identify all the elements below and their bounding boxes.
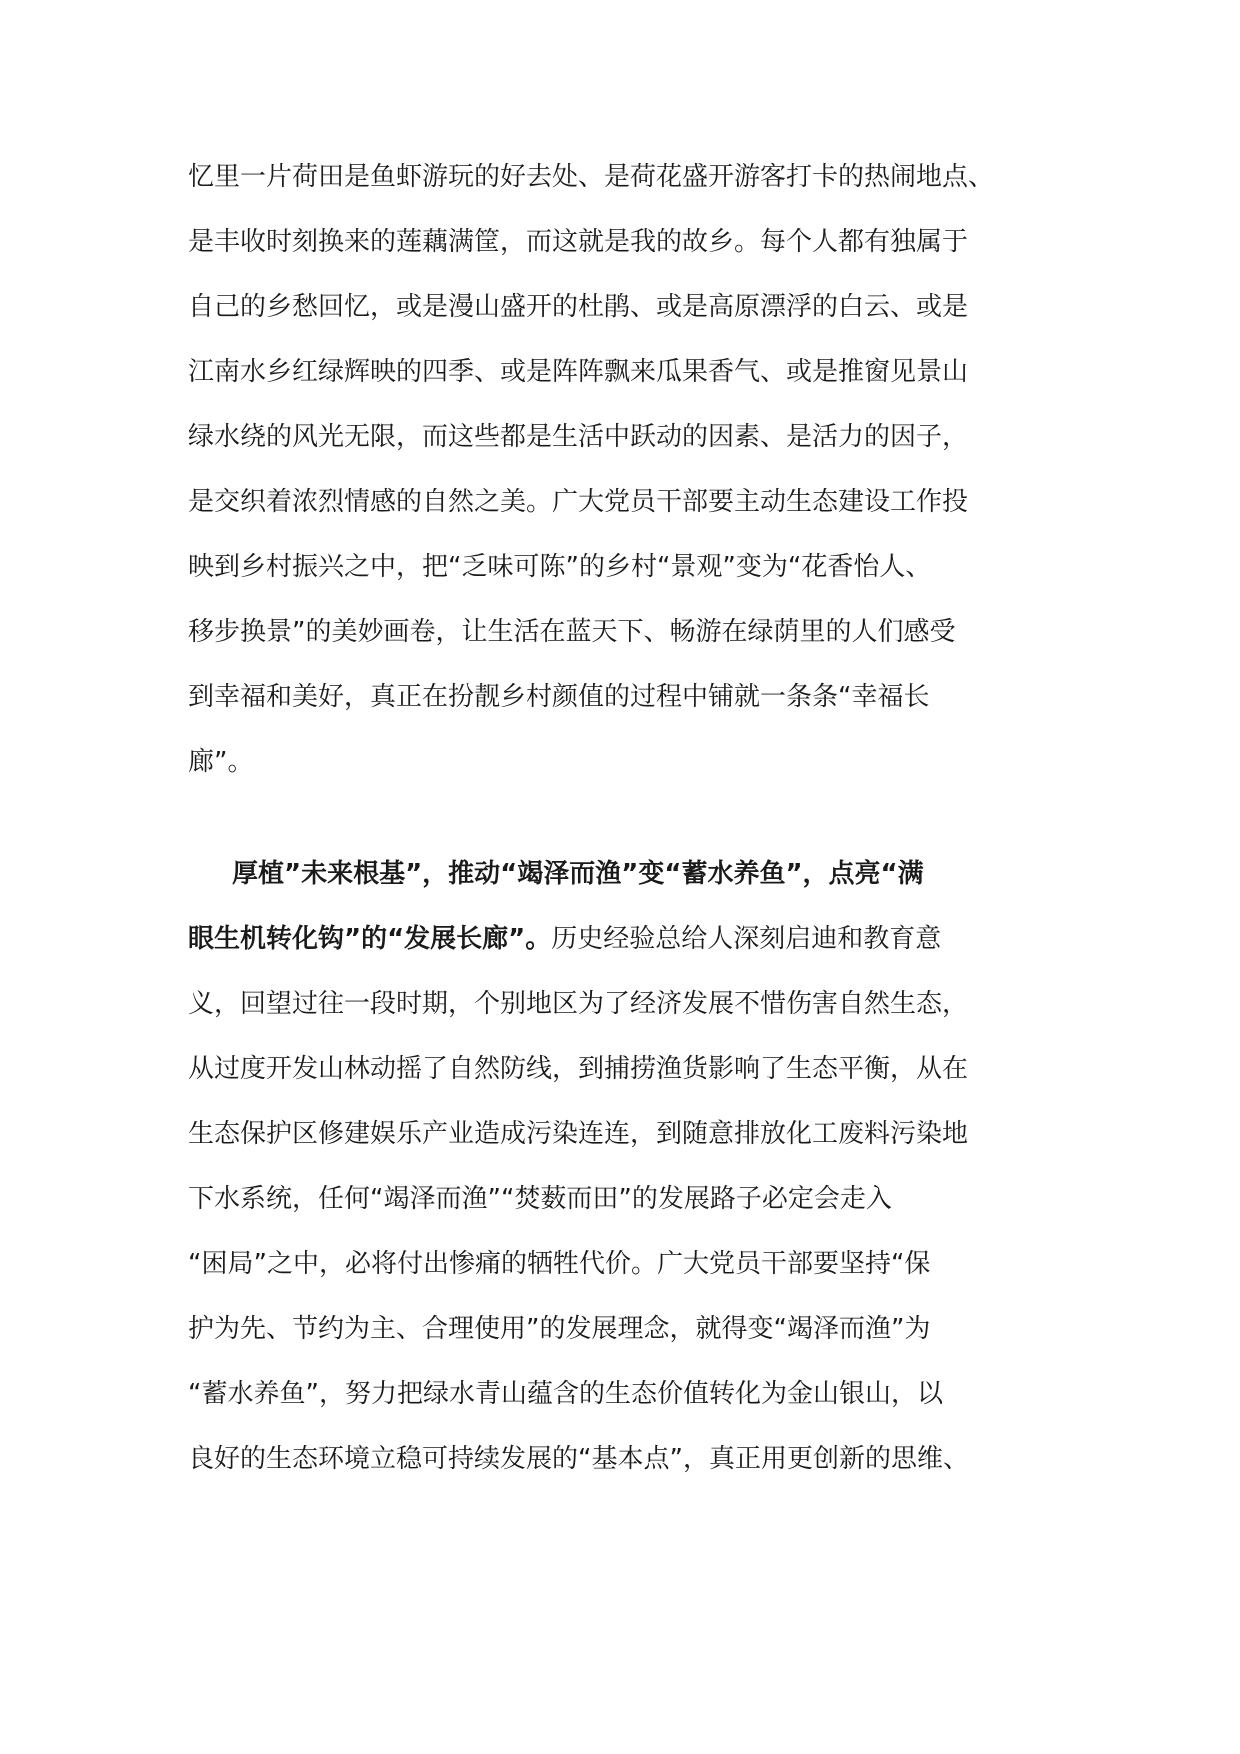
text-line: 移步换景”的美妙画卷，让生活在蓝天下、畅游在绿荫里的人们感受 [188, 617, 956, 647]
text-line [188, 907, 1068, 972]
text-line: 自己的乡愁回忆，或是漫山盛开的杜鹃、或是高原漂浮的白云、或是 [188, 292, 969, 322]
text-line: “蓄水养鱼”，努力把绿水青山蕴含的生态价值转化为金山银山，以 [188, 1379, 943, 1409]
text-line: 是丰收时刻换来的莲藕满筐，而这就是我的故乡。每个人都有独属于 [188, 227, 969, 257]
text-line: 护为先、节约为主、合理使用”的发展理念，就得变“竭泽而渔”为 [188, 1314, 931, 1344]
section-heading: 厚植”未来根基”，推动“竭泽而渔”变“蓄水养鱼”，点亮“满 [232, 859, 924, 889]
text-line: 忆里一片荷田是鱼虾游玩的好去处、是荷花盛开游客打卡的热闹地点、 [188, 162, 995, 192]
text-line: 到幸福和美好，真正在扮靓乡村颜值的过程中铺就一条条“幸福长 [188, 682, 930, 712]
text-line: 绿水绕的风光无限，而这些都是生活中跃动的因素、是活力的因子， [188, 422, 969, 452]
paragraph-hometown [188, 145, 1068, 795]
text-line: 从过度开发山林动摇了自然防线，到捕捞渔货影响了生态平衡，从在 [188, 1054, 969, 1084]
text-line: 下水系统，任何“竭泽而渔”“焚薮而田”的发展路子必定会走入 [188, 1184, 892, 1214]
text-span: 历史经验总给人深刻启迪和教育意 [551, 924, 942, 954]
paragraph-development [188, 842, 1068, 1492]
text-line: 生态保护区修建娱乐产业造成污染连连，到随意排放化工废料污染地 [188, 1119, 969, 1149]
text-line: 江南水乡红绿辉映的四季、或是阵阵飘来瓜果香气、或是推窗见景山 [188, 357, 969, 387]
text-line: 是交织着浓烈情感的自然之美。广大党员干部要主动生态建设工作投 [188, 487, 969, 517]
text-line: 良好的生态环境立稳可持续发展的“基本点”，真正用更创新的思维、 [188, 1444, 969, 1474]
text-line: 廊”。 [188, 747, 254, 777]
text-line: “困局”之中，必将付出惨痛的牺牲代价。广大党员干部要坚持“保 [188, 1249, 931, 1279]
text-line: 义，回望过往一段时期，个别地区为了经济发展不惜伤害自然生态， [188, 989, 969, 1019]
text-line: 映到乡村振兴之中，把“乏味可陈”的乡村“景观”变为“花香怡人、 [188, 552, 932, 582]
section-heading-end: 眼生机转化钩”的“发展长廊”。 [188, 924, 552, 954]
